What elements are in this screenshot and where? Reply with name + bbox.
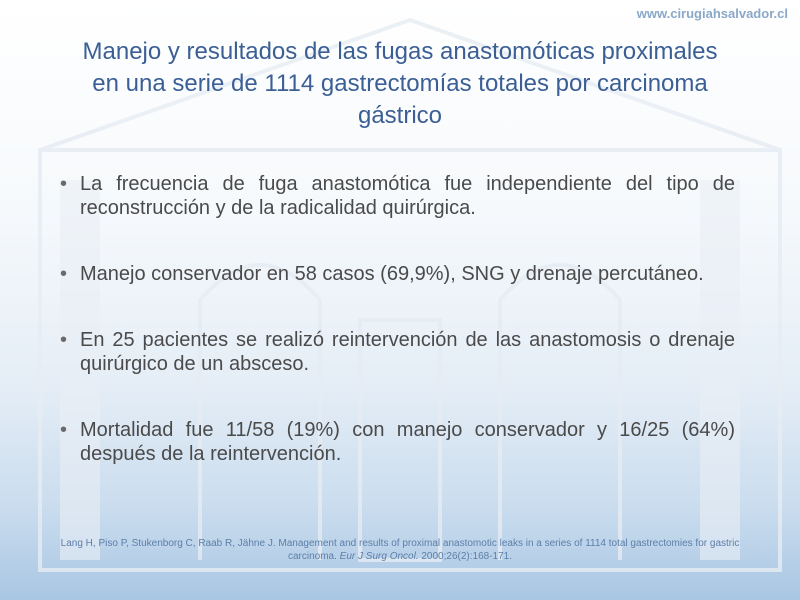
reference-journal: Eur J Surg Oncol. <box>339 551 419 562</box>
site-url: www.cirugiahsalvador.cl <box>636 6 788 21</box>
reference-authors-title: Lang H, Piso P, Stukenborg C, Raab R, Jähne J. Management and results of proximal anastomotic leaks in a series of 1114 total gastrectomies for gastric carcinoma. <box>60 538 740 562</box>
bullet-item: • Mortalidad fue 11/58 (19%) con manejo conservador y 16/25 (64%) después de la reintervención. <box>60 418 735 466</box>
bullet-item: • La frecuencia de fuga anastomótica fue independiente del tipo de reconstrucción y de la radicalidad quirúrgica. <box>60 172 735 220</box>
bullet-item: • Manejo conservador en 58 casos (69,9%), SNG y drenaje percutáneo. <box>60 262 735 286</box>
bullet-item: • En 25 pacientes se realizó reintervención de las anastomosis o drenaje quirúrgico de un absceso. <box>60 328 735 376</box>
bullet-list <box>60 172 735 466</box>
slide-title: Manejo y resultados de las fugas anastomóticas proximales en una serie de 1114 gastrectomías totales por carcinoma gástrico <box>82 38 718 129</box>
reference-citation <box>55 537 745 563</box>
reference-volume-pages: 2000;26(2):168-171. <box>421 551 512 562</box>
